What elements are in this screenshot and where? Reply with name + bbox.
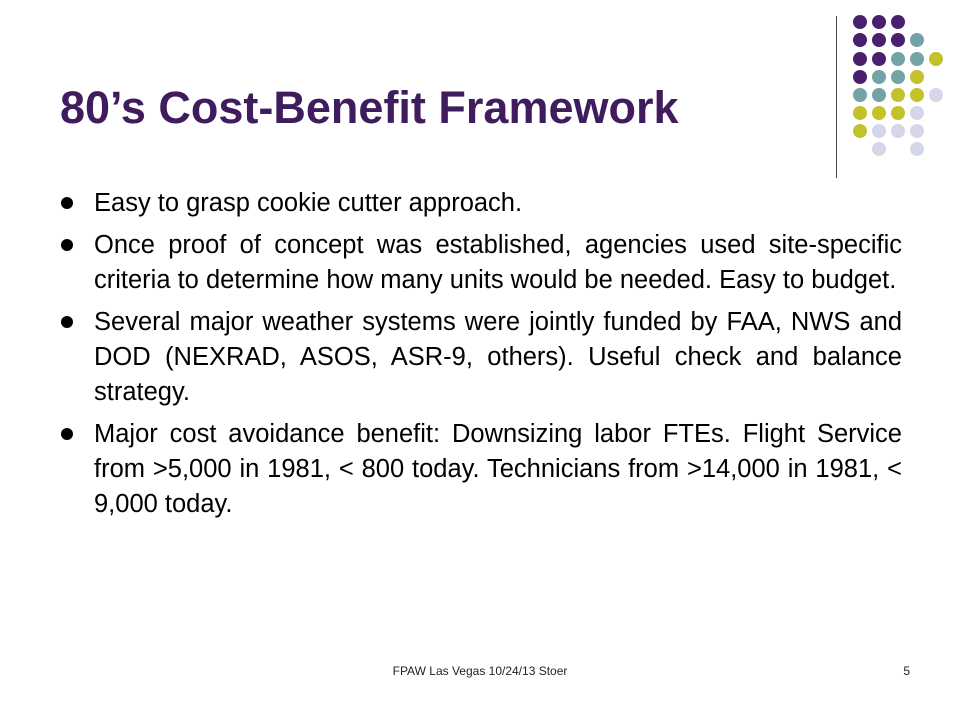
dot-olive bbox=[910, 70, 924, 84]
bullet-list bbox=[60, 186, 902, 529]
dot-olive bbox=[853, 124, 867, 138]
dot-teal bbox=[872, 70, 886, 84]
dot-teal bbox=[891, 52, 905, 66]
bullet-dot-icon bbox=[61, 239, 73, 251]
bullet-dot-icon bbox=[61, 197, 73, 209]
dot-lavender bbox=[872, 142, 886, 156]
dot-teal bbox=[853, 88, 867, 102]
dot-lavender bbox=[872, 124, 886, 138]
bullet-item bbox=[60, 228, 902, 298]
dot-lavender bbox=[910, 142, 924, 156]
dot-purple bbox=[891, 15, 905, 29]
dot-lavender bbox=[891, 124, 905, 138]
dot-teal bbox=[891, 70, 905, 84]
dot-lavender bbox=[929, 88, 943, 102]
dot-teal bbox=[872, 88, 886, 102]
dot-lavender bbox=[910, 124, 924, 138]
vertical-divider bbox=[836, 16, 837, 178]
bullet-item bbox=[60, 305, 902, 410]
dot-purple bbox=[872, 33, 886, 47]
dot-purple bbox=[853, 70, 867, 84]
slide-title: 80’s Cost-Benefit Framework bbox=[60, 82, 679, 133]
bullet-item bbox=[60, 417, 902, 522]
bullet-dot-icon bbox=[61, 428, 73, 440]
bullet-dot-icon bbox=[61, 316, 73, 328]
bullet-text: Major cost avoidance benefit: Downsizing labor FTEs. Flight Service from >5,000 in 1981, < 800 today. Technicians from >14,000 in 1981, < 9,000 today. bbox=[94, 420, 902, 518]
dot-purple bbox=[872, 52, 886, 66]
bullet-text: Several major weather systems were jointly funded by FAA, NWS and DOD (NEXRAD, ASOS, ASR-9, others). Useful check and balance strategy. bbox=[94, 308, 902, 406]
dot-purple bbox=[853, 33, 867, 47]
slide-footer: FPAW Las Vegas 10/24/13 Stoer bbox=[392, 664, 568, 678]
dot-teal bbox=[910, 33, 924, 47]
dot-purple bbox=[853, 15, 867, 29]
dot-olive bbox=[910, 88, 924, 102]
dot-lavender bbox=[910, 106, 924, 120]
dot-purple bbox=[891, 33, 905, 47]
dot-olive bbox=[929, 52, 943, 66]
dot-olive bbox=[891, 88, 905, 102]
dot-purple bbox=[872, 15, 886, 29]
dot-olive bbox=[872, 106, 886, 120]
bullet-item bbox=[60, 186, 902, 221]
dot-teal bbox=[910, 52, 924, 66]
bullet-text: Once proof of concept was established, agencies used site-specific criteria to determine how many units would be needed. Easy to budget. bbox=[94, 231, 902, 294]
dot-purple bbox=[853, 52, 867, 66]
page-number: 5 bbox=[903, 664, 910, 678]
dot-olive bbox=[891, 106, 905, 120]
dot-olive bbox=[853, 106, 867, 120]
bullet-text: Easy to grasp cookie cutter approach. bbox=[94, 189, 523, 217]
